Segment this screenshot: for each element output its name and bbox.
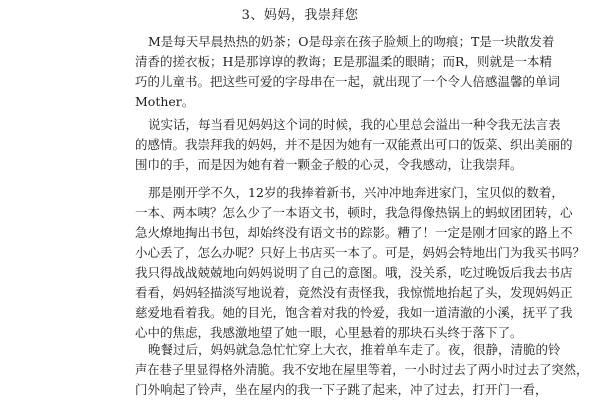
paragraph-line: 巧的儿童书。把这些可爱的字母串在一起，就出现了一个令人倍感温馨的单词 — [135, 74, 561, 89]
paragraph-line: 门外响起了铃声，坐在屋内的我一下子跳了起来，冲了过去，打开门一看， — [135, 382, 548, 397]
paragraph-line: M是每天早晨热热的奶茶；O是母亲在孩子脸颊上的吻痕；T是一块散发着 — [148, 34, 555, 49]
paragraph-line: 我只得战战兢兢地向妈妈说明了自己的意图。哦，没关系，吃过晚饭后我去书店 — [135, 265, 573, 280]
paragraph-line: 声在巷子里显得格外清脆。我不安地在屋里等着，一小时过去了两小时过去了突然， — [135, 363, 589, 377]
paragraph-line: 清香的搓衣板；H是那谆谆的教诲；E是那温柔的眼睛；而R，则就是一本精 — [135, 54, 552, 69]
paragraph-line: 说实话，每当看见妈妈这个词的时候，我的心里总会溢出一种令我无法言表 — [148, 117, 561, 132]
paragraph-line: 围巾的手，而是因为她有着一颗金子般的心灵，令我感动，让我崇拜。 — [135, 157, 523, 172]
paragraph-line: 晚餐过后，妈妈就急急忙忙穿上大衣，推着单车走了。夜，很静，清脆的铃 — [148, 342, 561, 357]
paragraph-line: 一本、两本咦？怎么少了一本语文书，顿时，我急得像热锅上的蚂蚁团团转，心 — [135, 205, 573, 220]
paragraph-line: Mother。 — [135, 94, 195, 109]
page-title: 3、妈妈，我崇拜您 — [241, 8, 359, 23]
paragraph-line: 的感情。我崇拜我的妈妈，并不是因为她有一双能煮出可口的饭菜、织出美丽的 — [135, 137, 573, 152]
paragraph-line: 看看，妈妈轻描淡写地说着，竟然没有责怪我，我惊慌地抬起了头，发现妈妈正 — [135, 285, 573, 300]
paragraph-line: 慈爱地看着我。她的目光，饱含着对我的怜爱，我如一道清澈的小溪，抚平了我 — [135, 305, 573, 320]
paragraph-line: 急火燎地掏出书包，却始终没有语文书的踪影。糟了！一定是刚才回家的路上不 — [135, 225, 573, 240]
paragraph-line: 那是刚开学不久，12岁的我捧着新书，兴冲冲地奔进家门，宝贝似的数着， — [148, 185, 564, 200]
paragraph-line: 小心丢了，怎么办呢？只好上书店买一本了。可是，妈妈会特地出门为我买书吗？ — [135, 245, 586, 260]
paragraph-line: 心中的焦虑，我感激地望了她一眼，心里悬着的那块石头终于落下了。 — [135, 325, 523, 340]
